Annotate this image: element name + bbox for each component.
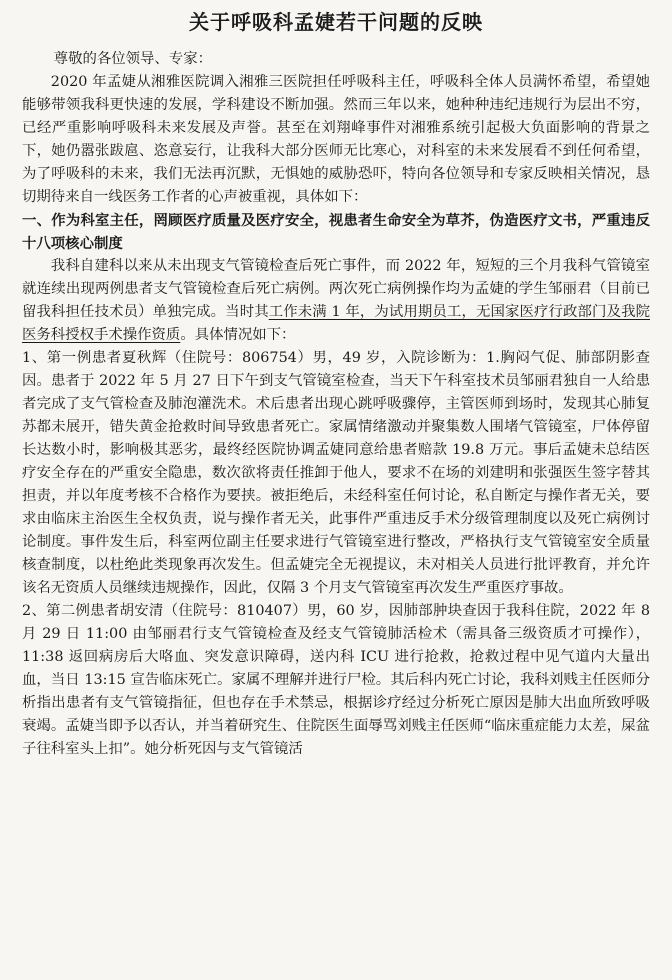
case-1-paragraph: 1、第一例患者夏秋辉（住院号：806754）男，49 岁，入院诊断为：1.胸闷气促、肺部阴影查因。患者于 2022 年 5 月 27 日下午到支气管镜室检查，当天下午科室技术员邹丽君独自一人给患者完成了支气管检查及肺泡灌洗术。术后患者出现心跳呼吸骤停，主管医师到场时，发现其心肺复苏都未展开，错失黄金抢救时间导致患者死亡。家属情绪激动并聚集数人围堵气管镜室，尸体停留长达数小时，影响极其恶劣，最终经医院协调孟婕同意给患者赔款 19.8 万元。事后孟婕未总结医疗安全存在的严重安全隐患，数次欲将责任推卸于他人，要求不在场的刘建明和张强医生签字替其担责，并以年度考核不合格作为要挟。被拒绝后，未经科室任何讨论，私自断定与操作者无关，要求由临床主治医生全权负责，说与操作者无关，此事件严重违反手术分级管理制度以及死亡病例讨论制度。事件发生后，科室两位副主任要求进行气管镜室进行整改，严格执行支气管镜室安全质量核查制度，以杜绝此类现象再次发生。但孟婕完全无视提议，未对相关人员进行批评教育，并允许该名无资质人员继续违规操作，因此，仅隔 3 个月支气管镜室再次发生严重医疗事故。 [22, 350, 650, 596]
section-1-intro-underlined: 工作未满 1 年，为试用期员工，无国家医疗行政部门及我院医务科授权手术操作资质 [22, 304, 650, 343]
greeting: 尊敬的各位领导、专家： [53, 51, 212, 67]
section-1-intro-text: 我科自建科以来从未出现支气管镜检查后死亡事件，而 2022 年，短短的三个月我科气管镜室就连续出现两例患者支气管镜检查后死亡病例。两次死亡病例操作均为孟婕的学生邹丽君（目前已留我科担任技术员）单独完成。当时其 [22, 258, 650, 320]
section-1-heading: 一、作为科室主任，罔顾医疗质量及医疗安全，视患者生命安全为草芥，伪造医疗文书，严重违反十八项核心制度 [22, 212, 650, 252]
document-title: 关于呼吸科孟婕若干问题的反映 [189, 10, 483, 34]
section-1-intro [22, 255, 650, 347]
intro-paragraph: 2020 年孟婕从湘雅医院调入湘雅三医院担任呼吸科主任，呼吸科全体人员满怀希望，希望她能够带领我科更快速的发展，学科建设不断加强。然而三年以来，她种种违纪违规行为层出不穷，已经严重影响呼吸科未来发展及声誉。甚至在刘翔峰事件对湘雅系统引起极大负面影响的背景之下，她仍嚣张跋扈、恣意妄行，让我科大部分医师无比寒心，对科室的未来发展看不到任何希望，为了呼吸科的未来，我们无法再沉默，无惧她的威胁恐吓，特向各位领导和专家反映相关情况，恳切期待来自一线医务工作者的心声被重视，具体如下： [22, 74, 650, 205]
case-2-paragraph: 2、第二例患者胡安清（住院号：810407）男，60 岁，因肺部肿块查因于我科住院，2022 年 8 月 29 日 11:00 由邹丽君行支气管镜检查及经支气管镜肺活检术（需具备三级资质才可操作），11:38 返回病房后大咯血、突发意识障碍，送内科 ICU 进行抢救，抢救过程中见气道内大量出血，当日 13:15 宣告临床死亡。家属不理解并进行尸检。其后科内死亡讨论，我科刘贱主任医师分析指出患者有支气管镜指征，但也存在手术禁忌，根据诊疗经过分析死亡原因是肺大出血所致呼吸衰竭。孟婕当即予以否认，并当着研究生、住院医生面辱骂刘贱主任医师“临床重症能力太差，屎盆子往科室头上扣”。她分析死因与支气管镜活 [22, 603, 651, 757]
section-1-intro-end: 。具体情况如下： [180, 327, 296, 343]
